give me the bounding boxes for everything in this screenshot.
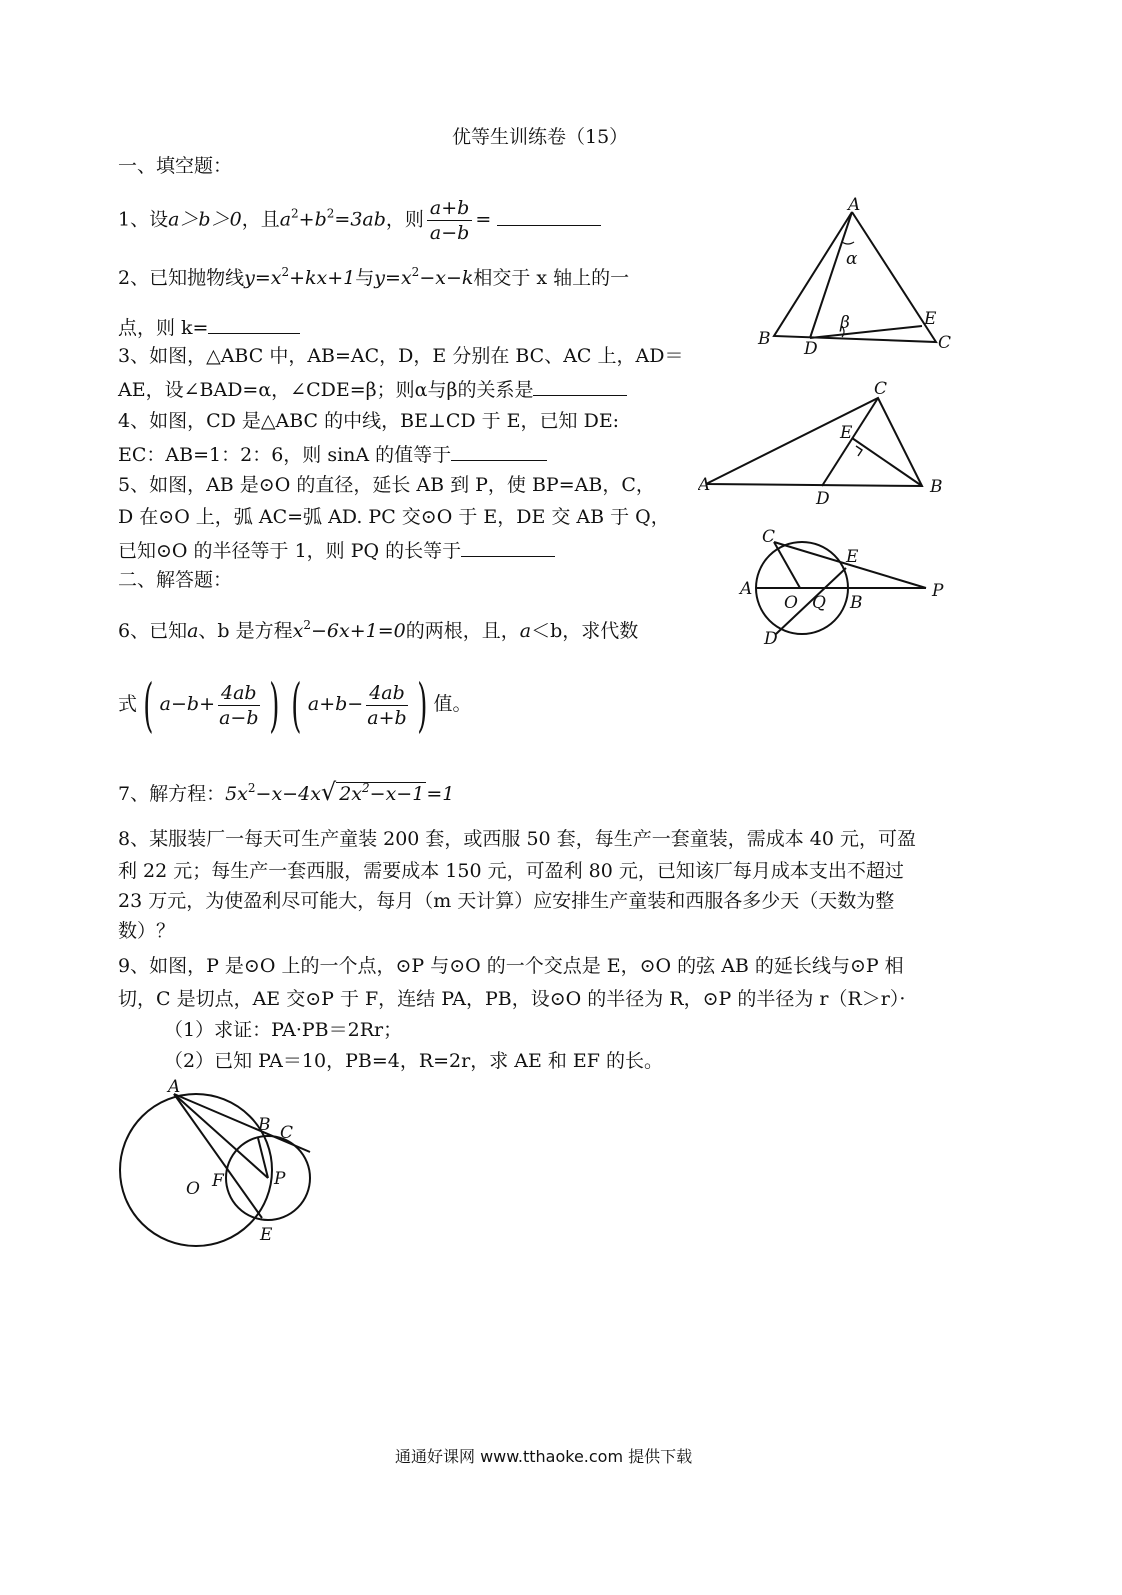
- figure-q4-triangle: [698, 380, 948, 510]
- q7-eq-a: 5x: [225, 783, 248, 805]
- question-2-line2: [118, 313, 300, 341]
- fig1-triangle-abc: [774, 212, 936, 342]
- fig3-label-d: D: [764, 629, 778, 648]
- question-4-line2: [118, 440, 547, 468]
- question-7: 7、解方程：$5x^2-x-4x√$ $2x^2-x-1 =1$: [118, 778, 455, 806]
- fig2-label-e: E: [840, 423, 853, 443]
- fig3-label-p: P: [932, 581, 944, 601]
- q2-line2: 点，则 k=: [118, 317, 209, 339]
- q1-answer-blank[interactable]: [497, 205, 601, 226]
- q7-radicand-b: −x−1: [369, 783, 425, 805]
- question-9-sub1: （1）求证：PA·PB＝2Rr；: [164, 1019, 403, 1041]
- q6-eq-a: x: [292, 620, 304, 642]
- fig3-label-b: B: [850, 593, 863, 613]
- q7-radicand-a: 2x: [339, 783, 363, 805]
- q2-eq1-a: y=x: [244, 267, 282, 289]
- fig1-label-e: E: [924, 309, 937, 329]
- q3-line2: AE，设∠BAD=α，∠CDE=β；则α与β的关系是: [118, 379, 534, 401]
- fig4-label-f: F: [212, 1171, 224, 1191]
- q2-answer-blank[interactable]: [208, 313, 300, 334]
- q2-eq1-b: +kx+1: [289, 267, 356, 289]
- q4-answer-blank[interactable]: [451, 440, 547, 461]
- q6-fraction-2: [366, 681, 408, 730]
- fig2-label-c: C: [874, 380, 888, 399]
- fig4-label-o: O: [186, 1179, 200, 1199]
- q1-cond2-c: =3ab: [334, 208, 386, 231]
- q6-a: a: [187, 620, 199, 642]
- q1-equals: =: [475, 208, 492, 231]
- question-3-line1: 3、如图，△ABC 中，AB=AC，D，E 分别在 BC、AC 上，AD＝: [118, 345, 684, 367]
- question-6-line1: 6、已知a、b 是方程$x^2-6x+1=0$的两根，且，a＜b，求代数: [118, 618, 639, 642]
- q7-radicand: $2x^2-x-1$: [336, 782, 426, 805]
- page-footer: 通通好课网 www.tthaoke.com 提供下载: [395, 1447, 693, 1466]
- q1-cond1: a＞b＞0: [168, 208, 242, 231]
- q6-a2: a: [519, 620, 532, 642]
- fig3-label-q: Q: [812, 593, 826, 613]
- question-1: 1、设a＞b＞0，且$a^2+b^2=3ab$，则 $\frac{a+b}{a-b}$ =: [118, 196, 601, 245]
- question-6-expression: 式 ( a−b+ $\frac{4ab}{a-b}$ ) ( a+b− $\frac{4ab}{a+b}$ ) 值。: [118, 671, 472, 739]
- q7-prefix: 7、解方程：: [118, 783, 226, 805]
- q2-mid: 与: [355, 267, 375, 289]
- fig1-segment-de: [810, 326, 922, 338]
- q4-line2: EC：AB=1：2：6，则 sinA 的值等于: [118, 444, 452, 466]
- fig4-label-c: C: [280, 1123, 294, 1143]
- fig4-label-e: E: [260, 1225, 273, 1245]
- question-3-line2: [118, 375, 627, 403]
- page-title: 优等生训练卷（15）: [452, 126, 629, 148]
- q3-answer-blank[interactable]: [533, 375, 627, 396]
- question-9-line1: 9、如图，P 是⊙O 上的一个点，⊙P 与⊙O 的一个交点是 E，⊙O 的弦 AB 的延长线与⊙P 相: [118, 955, 904, 977]
- q2-eq2-a: y=x: [374, 267, 412, 289]
- question-5-line3: [118, 536, 555, 564]
- section-fill-in-heading: 一、填空题：: [118, 155, 233, 177]
- q6-fraction-1: [218, 681, 260, 730]
- question-8-line1: 8、某服装厂一每天可生产童装 200 套，或西服 50 套，每生产一套童装，需成本 40 元，可盈: [118, 828, 916, 850]
- q6-mid2: 的两根，且，: [405, 620, 520, 642]
- fig4-label-b: B: [258, 1115, 271, 1135]
- fig3-label-e: E: [846, 547, 859, 567]
- question-9-sub2: （2）已知 PA＝10，PB=4，R=2r，求 AE 和 EF 的长。: [164, 1050, 664, 1072]
- q6-fraction-2-numerator: 4ab: [366, 681, 408, 706]
- q7-eq-b: −x−4x: [255, 783, 321, 805]
- q1-cond2-a: a: [279, 208, 292, 231]
- q2-eq2-b: −x−k: [419, 267, 474, 289]
- q5-line3: 已知⊙O 的半径等于 1，则 PQ 的长等于: [118, 540, 462, 562]
- question-8-line2: 利 22 元；每生产一套西服，需要成本 150 元，可盈利 80 元，已知该厂每月成本支出不超过: [118, 860, 904, 882]
- fig2-triangle-abc: [706, 398, 922, 486]
- fig1-label-c: C: [938, 333, 952, 353]
- question-8-line3: 23 万元，为使盈利尽可能大，每月（m 天计算）应安排生产童装和西服各多少天（天数为整: [118, 890, 895, 912]
- fig1-label-d: D: [804, 339, 818, 356]
- q2-post: 相交于 x 轴上的一: [473, 267, 630, 289]
- q6-mid: 、b 是方程: [198, 620, 293, 642]
- fig3-label-c: C: [762, 527, 776, 547]
- fig4-label-a: A: [168, 1078, 181, 1097]
- fig2-label-a: A: [698, 475, 711, 495]
- q6-post: ＜b，求代数: [531, 620, 639, 642]
- q1-mid: ，且: [241, 208, 280, 231]
- q6-shi: 式: [118, 693, 138, 715]
- q6-zhi: 值。: [433, 693, 472, 715]
- q6-fraction-2-denominator: a+b: [367, 706, 407, 729]
- q1-cond2-b: +b: [298, 208, 327, 231]
- fig2-label-d: D: [816, 489, 830, 509]
- question-9-line2: 切，C 是切点，AE 交⊙P 于 F，连结 PA，PB，设⊙O 的半径为 R，⊙P 的半径为 r（R＞r）·: [118, 988, 906, 1010]
- fig3-label-a: A: [740, 579, 753, 599]
- q1-denominator: a−b: [429, 222, 470, 244]
- q5-answer-blank[interactable]: [461, 536, 555, 557]
- fig1-label-a: A: [848, 196, 861, 215]
- fig1-label-b: B: [758, 329, 771, 349]
- question-4-line1: 4、如图，CD 是△ABC 的中线，BE⊥CD 于 E，已知 DE:: [118, 410, 620, 432]
- q7-eq-c: =1: [426, 783, 455, 805]
- q6-fraction-1-numerator: 4ab: [218, 681, 260, 706]
- q6-prefix: 6、已知: [118, 620, 188, 642]
- fig1-label-beta: β: [840, 313, 850, 333]
- section-solve-heading: 二、解答题：: [118, 569, 233, 591]
- q6-part2: a+b−: [307, 693, 364, 715]
- question-8-line4: 数）？: [118, 920, 176, 942]
- fig2-segment-be: [852, 438, 922, 486]
- q1-mid2: ，则: [385, 208, 424, 231]
- q6-fraction-1-denominator: a−b: [219, 706, 259, 729]
- question-5-line2: D 在⊙O 上，弧 AC=弧 AD. PC 交⊙O 于 E，DE 交 AB 于 Q，: [118, 506, 670, 528]
- q2-prefix: 2、已知抛物线: [118, 267, 245, 289]
- q1-numerator: a+b: [427, 196, 472, 221]
- fig4-circle-o: [120, 1094, 272, 1246]
- q1-prefix: 1、设: [118, 208, 169, 231]
- fig4-segment-pa: [174, 1094, 268, 1178]
- q1-fraction: [427, 196, 472, 245]
- q6-part1: a−b+: [159, 693, 215, 715]
- fig2-label-b: B: [930, 477, 943, 497]
- fig3-label-o: O: [784, 593, 798, 613]
- fig1-label-alpha: α: [846, 249, 858, 269]
- figure-q3-triangle: [750, 196, 960, 356]
- figure-q9-circles: [112, 1078, 332, 1258]
- fig4-label-p: P: [274, 1169, 286, 1189]
- question-2: 2、已知抛物线$y=x^2+kx+1$与$y=x^2-x-k$相交于 x 轴上的一: [118, 265, 630, 289]
- q6-eq-b: −6x+1=0: [310, 620, 406, 642]
- figure-q5-circle: [734, 522, 954, 648]
- question-5-line1: 5、如图，AB 是⊙O 的直径，延长 AB 到 P，使 BP=AB，C，: [118, 474, 655, 496]
